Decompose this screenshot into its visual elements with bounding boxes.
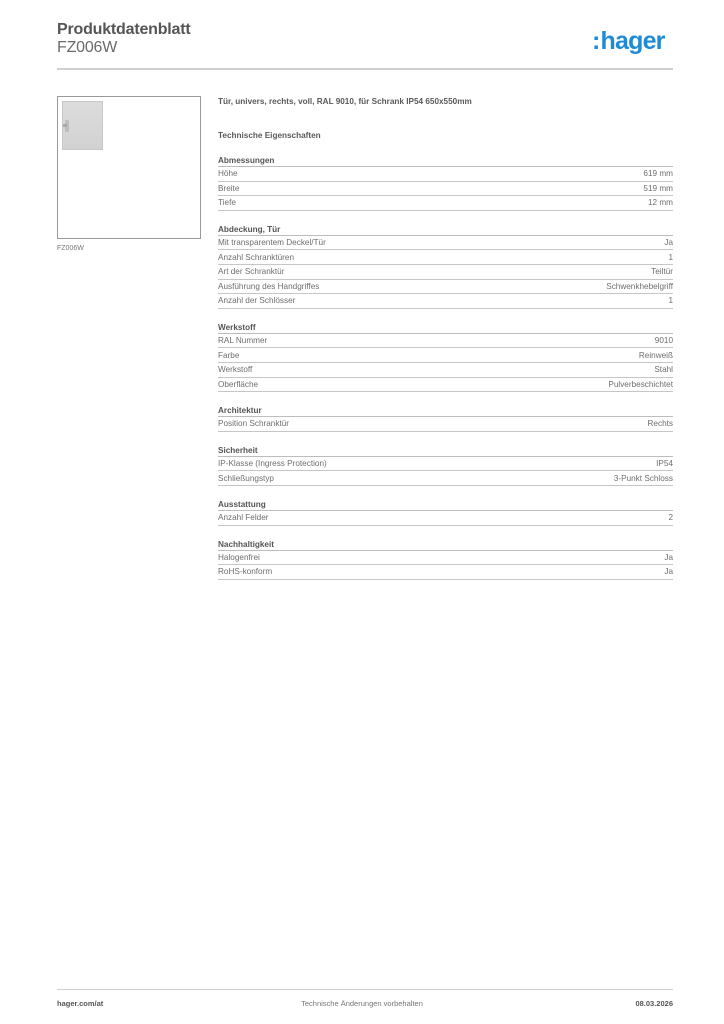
spec-row bbox=[218, 196, 673, 211]
cabinet-door-icon bbox=[62, 101, 103, 150]
spec-row bbox=[218, 511, 673, 526]
spec-value: 2 bbox=[668, 513, 673, 523]
spec-content bbox=[218, 96, 673, 580]
spec-value: Schwenkhebelgriff bbox=[606, 281, 673, 291]
spec-row bbox=[218, 280, 673, 295]
spec-section bbox=[218, 155, 673, 211]
product-image-caption: FZ006W bbox=[57, 245, 84, 252]
spec-row bbox=[218, 294, 673, 309]
product-code: FZ006W bbox=[57, 39, 118, 56]
section-title: Abmessungen bbox=[218, 155, 673, 167]
spec-row bbox=[218, 363, 673, 378]
spec-label: Anzahl der Schlösser bbox=[218, 296, 296, 306]
product-description: Tür, univers, rechts, voll, RAL 9010, für Schrank IP54 650x550mm bbox=[218, 97, 472, 106]
spec-row bbox=[218, 250, 673, 265]
footer-website[interactable]: hager.com/at bbox=[57, 999, 104, 1008]
spec-value: Rechts bbox=[647, 419, 673, 429]
spec-label: RoHS-konform bbox=[218, 567, 273, 577]
spec-row bbox=[218, 457, 673, 472]
spec-label: Werkstoff bbox=[218, 365, 253, 375]
spec-value: IP54 bbox=[656, 459, 673, 469]
spec-section bbox=[218, 445, 673, 486]
spec-label: Farbe bbox=[218, 350, 240, 360]
section-title: Nachhaltigkeit bbox=[218, 539, 673, 551]
spec-value: 619 mm bbox=[643, 169, 673, 179]
header-divider bbox=[57, 68, 673, 70]
spec-value: Ja bbox=[664, 552, 673, 562]
spec-sections bbox=[218, 155, 673, 580]
spec-row bbox=[218, 471, 673, 486]
spec-section bbox=[218, 539, 673, 580]
section-title: Architektur bbox=[218, 405, 673, 417]
spec-value: Pulverbeschichtet bbox=[608, 379, 673, 389]
spec-row bbox=[218, 334, 673, 349]
spec-label: Tiefe bbox=[218, 198, 236, 208]
spec-row bbox=[218, 182, 673, 197]
spec-section bbox=[218, 405, 673, 432]
hager-logo bbox=[592, 27, 665, 55]
spec-label: RAL Nummer bbox=[218, 336, 268, 346]
spec-label: Oberfläche bbox=[218, 379, 259, 389]
spec-row bbox=[218, 348, 673, 363]
spec-value: 3-Punkt Schloss bbox=[613, 473, 673, 483]
spec-label: Mit transparentem Deckel/Tür bbox=[218, 238, 326, 248]
spec-label: Höhe bbox=[218, 169, 238, 179]
spec-row bbox=[218, 236, 673, 251]
spec-value: Stahl bbox=[654, 365, 673, 375]
spec-value: Teiltür bbox=[651, 267, 673, 277]
logo-colon-icon: : bbox=[592, 27, 600, 55]
door-handle-grip bbox=[63, 124, 67, 127]
spec-value: 9010 bbox=[654, 336, 673, 346]
footer-disclaimer: Technische Änderungen vorbehalten bbox=[301, 999, 423, 1008]
spec-section bbox=[218, 499, 673, 526]
footer-divider bbox=[57, 989, 673, 990]
spec-value: 12 mm bbox=[647, 198, 673, 208]
section-title: Abdeckung, Tür bbox=[218, 224, 673, 236]
product-image bbox=[57, 96, 201, 239]
spec-label: Ausführung des Handgriffes bbox=[218, 281, 320, 291]
spec-value: Reinweiß bbox=[638, 350, 673, 360]
spec-label: Breite bbox=[218, 183, 240, 193]
spec-row bbox=[218, 417, 673, 432]
spec-label: IP-Klasse (Ingress Protection) bbox=[218, 459, 327, 469]
spec-section bbox=[218, 322, 673, 392]
spec-label: Anzahl Schranktüren bbox=[218, 252, 295, 262]
section-title: Sicherheit bbox=[218, 445, 673, 457]
spec-label: Art der Schranktür bbox=[218, 267, 285, 277]
spec-label: Schließungstyp bbox=[218, 473, 274, 483]
spec-value: 1 bbox=[668, 296, 673, 306]
spec-row bbox=[218, 265, 673, 280]
spec-label: Position Schranktür bbox=[218, 419, 289, 429]
technical-properties-heading: Technische Eigenschaften bbox=[218, 131, 321, 140]
spec-value: 519 mm bbox=[643, 183, 673, 193]
spec-row bbox=[218, 378, 673, 393]
spec-value: 1 bbox=[668, 252, 673, 262]
spec-label: Anzahl Felder bbox=[218, 513, 269, 523]
spec-row bbox=[218, 551, 673, 566]
section-title: Werkstoff bbox=[218, 322, 673, 334]
section-title: Ausstattung bbox=[218, 499, 673, 511]
spec-row bbox=[218, 167, 673, 182]
logo-text: hager bbox=[600, 27, 665, 55]
footer-date: 08.03.2026 bbox=[635, 999, 673, 1008]
spec-value: Ja bbox=[664, 238, 673, 248]
page-title: Produktdatenblatt bbox=[57, 21, 191, 38]
spec-section bbox=[218, 224, 673, 309]
spec-value: Ja bbox=[664, 567, 673, 577]
spec-row bbox=[218, 565, 673, 580]
spec-label: Halogenfrei bbox=[218, 552, 260, 562]
